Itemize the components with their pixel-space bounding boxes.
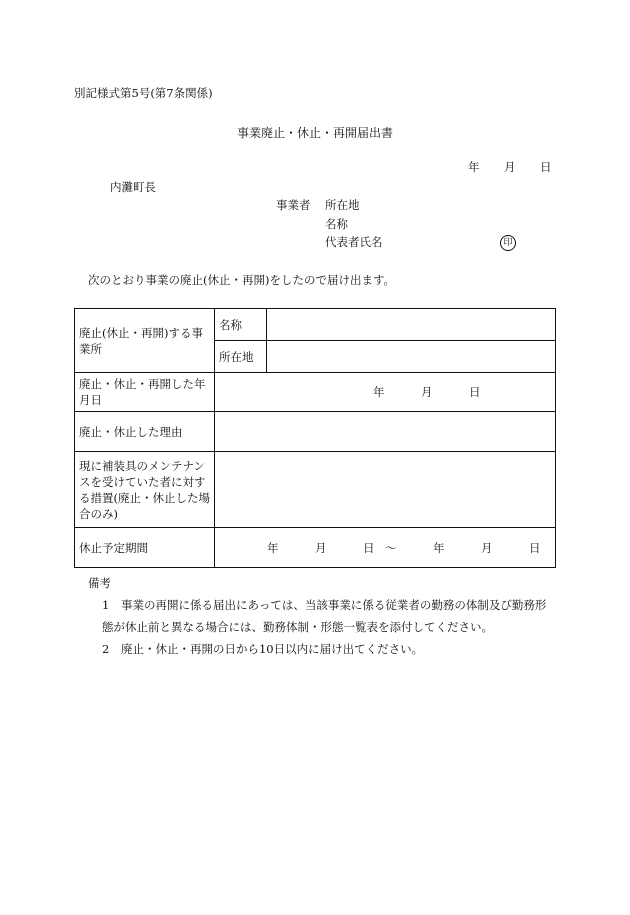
period-start-day: 日: [363, 540, 375, 555]
facility-address-label-cell: [215, 341, 267, 373]
note-2: [74, 638, 564, 660]
period-start-year: 年: [267, 540, 279, 555]
notification-form-table: [74, 308, 556, 568]
reason-field[interactable]: [215, 412, 556, 452]
period-end-month: 月: [481, 540, 493, 555]
note-2-text: 廃止・休止・再開の日から10日以内に届け出てください。: [120, 642, 424, 656]
note-1: [74, 594, 564, 616]
measures-field[interactable]: [215, 452, 556, 528]
intro-text: 次のとおり事業の廃止(休止・再開)をしたので届け出ます。: [88, 273, 396, 287]
facility-label-cell: [75, 309, 215, 373]
facility-label: 廃止(休止・再開)する事業所: [79, 325, 203, 356]
facility-address-label: 所在地: [219, 349, 254, 364]
action-date-field[interactable]: [215, 373, 556, 412]
note-1-continued: 態が休止前と異なる場合には、勤務体制・形態一覧表を添付してください。: [102, 620, 493, 634]
document-title: 事業廃止・休止・再開届出書: [237, 126, 394, 140]
measures-label: 現に補装具のメンテナンスを受けていた者に対する措置(廃止・休止した場合のみ): [79, 458, 210, 521]
period-end-day: 日: [529, 540, 541, 555]
note-1-number: 1: [102, 598, 110, 612]
applicant-address-label: 所在地: [325, 198, 360, 212]
action-date-day: 日: [469, 385, 481, 399]
facility-name-label: 名称: [219, 317, 242, 332]
facility-name-label-cell: [215, 309, 267, 341]
header-date-month: 月: [504, 160, 516, 174]
applicant-representative-label: 代表者氏名: [325, 235, 383, 249]
notes-heading: 備考: [88, 576, 111, 590]
period-start-month: 月: [315, 540, 327, 555]
form-reference: 別記様式第5号(第7条関係): [74, 86, 213, 100]
facility-address-field[interactable]: [267, 341, 556, 373]
period-tilde: 〜: [385, 540, 397, 555]
applicant-name-label: 名称: [325, 217, 348, 231]
suspension-period-label: 休止予定期間: [79, 540, 148, 555]
action-date-label: 廃止・休止・再開した年月日: [79, 377, 206, 407]
applicant-role: 事業者: [276, 198, 311, 212]
note-2-number: 2: [102, 642, 110, 656]
facility-name-field[interactable]: [267, 309, 556, 341]
action-date-year: 年: [373, 385, 385, 399]
seal-mark: 印: [500, 235, 516, 251]
header-date-year: 年: [468, 160, 480, 174]
note-1-text: 事業の再開に係る届出にあっては、当該事業に係る従業者の勤務の体制及び勤務形: [120, 598, 547, 612]
reason-label: 廃止・休止した理由: [79, 424, 183, 439]
suspension-period-label-cell: [75, 528, 215, 568]
measures-label-cell: [75, 452, 215, 528]
header-date-day: 日: [540, 160, 552, 174]
addressee: 内灘町長: [110, 180, 156, 194]
period-end-year: 年: [433, 540, 445, 555]
action-date-label-cell: [75, 373, 215, 412]
action-date-month: 月: [421, 385, 433, 399]
suspension-period-field[interactable]: [215, 528, 556, 568]
reason-label-cell: [75, 412, 215, 452]
notes-section: [74, 572, 564, 660]
